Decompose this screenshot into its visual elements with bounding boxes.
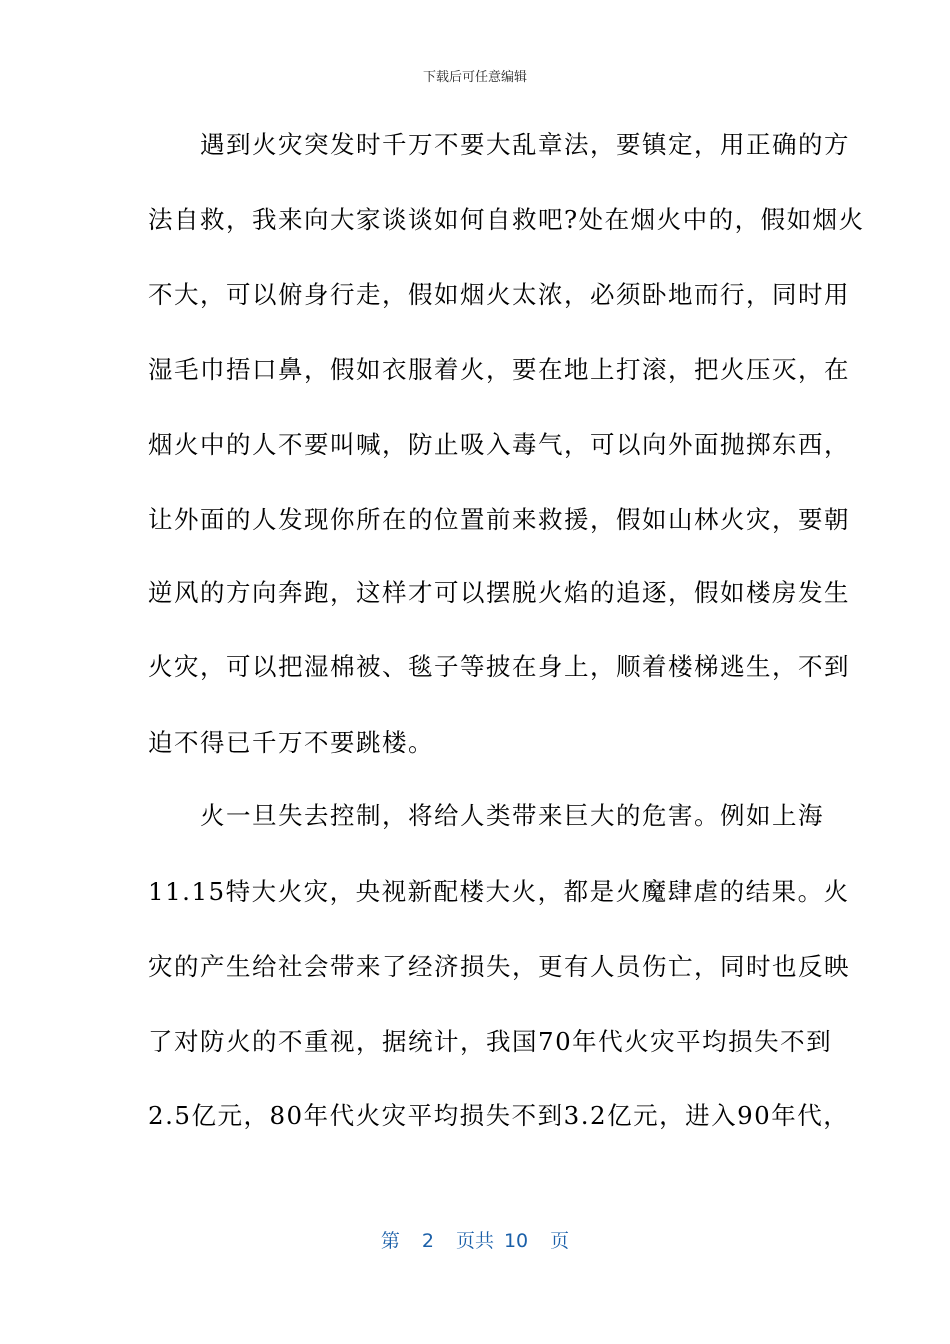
page-prefix: 第 (380, 1230, 400, 1252)
text-line: 让外面的人发现你所在的位置前来救援，假如山林火灾，要朝 (148, 505, 850, 534)
current-page-number: 2 (421, 1230, 434, 1252)
header-note: 下载后可任意编辑 (422, 70, 527, 85)
text-line: 灾的产生给社会带来了经济损失，更有人员伤亡，同时也反映 (148, 952, 850, 981)
text-line: 不大，可以俯身行走，假如烟火太浓，必须卧地而行，同时用 (148, 280, 850, 309)
text-line: 2.5亿元，80年代火灾平均损失不到3.2亿元，进入90年代， (148, 1101, 850, 1130)
page-suffix: 页 (550, 1230, 570, 1252)
total-pages-number: 10 (503, 1230, 529, 1252)
text-line: 了对防火的不重视，据统计，我国70年代火灾平均损失不到 (148, 1027, 833, 1056)
text-line: 湿毛巾捂口鼻，假如衣服着火，要在地上打滚，把火压灭，在 (148, 355, 850, 384)
text-line: 法自救，我来向大家谈谈如何自救吧?处在烟火中的，假如烟火 (148, 205, 865, 234)
text-line: 烟火中的人不要叫喊，防止吸入毒气，可以向外面抛掷东西， (148, 430, 850, 459)
text-line: 火一旦失去控制，将给人类带来巨大的危害。例如上海 (148, 801, 824, 830)
text-line: 逆风的方向奔跑，这样才可以摆脱火焰的追逐，假如楼房发生 (148, 578, 850, 607)
text-line: 遇到火灾突发时千万不要大乱章法，要镇定，用正确的方 (148, 130, 850, 159)
text-line: 11.15特大火灾，央视新配楼大火，都是火魔肆虐的结果。火 (148, 877, 850, 906)
text-line: 迫不得已千万不要跳楼。 (148, 728, 434, 757)
page-mid: 页共 (455, 1230, 494, 1252)
text-line: 火灾，可以把湿棉被、毯子等披在身上，顺着楼梯逃生，不到 (148, 652, 850, 681)
page-footer (0, 1226, 950, 1253)
